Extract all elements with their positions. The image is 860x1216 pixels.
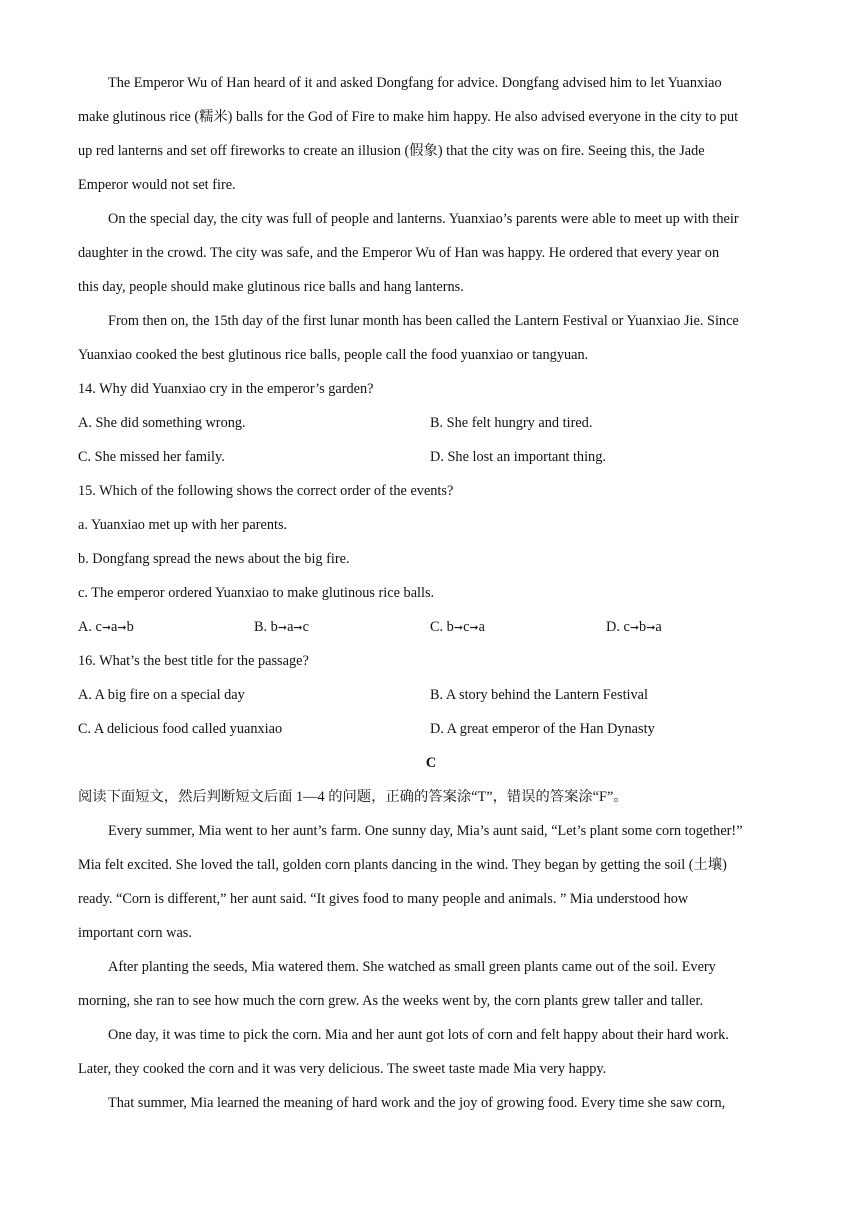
text-line: One day, it was time to pick the corn. Mia and her aunt got lots of corn and felt happy about their hard work. <box>108 1027 729 1043</box>
arrow-icon: ➞ <box>469 621 479 634</box>
option-d: D. A great emperor of the Han Dynasty <box>430 721 655 737</box>
arrow-icon: ➞ <box>293 621 303 634</box>
option-c: C. She missed her family. <box>78 449 225 465</box>
text-line: up red lanterns and set off fireworks to create an illusion (假象) that the city was on fire. Seeing this, the Jade <box>78 143 705 159</box>
option-b: B. A story behind the Lantern Festival <box>430 687 648 703</box>
option-start: D. c <box>606 619 630 635</box>
option-end: a <box>655 619 662 635</box>
arrow-icon: ➞ <box>277 621 288 634</box>
event-item: b. Dongfang spread the news about the big fire. <box>78 551 350 567</box>
option-a: A. She did something wrong. <box>78 415 246 431</box>
arrow-icon: ➞ <box>646 621 656 634</box>
text-line: daughter in the crowd. The city was safe, and the Emperor Wu of Han was happy. He ordered that every year on <box>78 245 720 261</box>
question-14-options-row1 <box>78 406 784 440</box>
text-line: On the special day, the city was full of people and lanterns. Yuanxiao’s parents were able to meet up with their <box>108 211 739 227</box>
text-line: ready. “Corn is different,” her aunt said. “It gives food to many people and animals. ” Mia understood how <box>78 891 689 907</box>
question-15-options <box>78 610 784 644</box>
option-a: A. A big fire on a special day <box>78 687 245 703</box>
arrow-icon: ➞ <box>101 621 112 634</box>
question-14-stem: 14. Why did Yuanxiao cry in the emperor’s garden? <box>78 381 374 397</box>
option-start: C. b <box>430 619 454 635</box>
text-line: That summer, Mia learned the meaning of hard work and the joy of growing food. Every time she saw corn, <box>108 1095 726 1111</box>
text-line: After planting the seeds, Mia watered them. She watched as small green plants came out of the soil. Every <box>108 959 716 975</box>
arrow-icon: ➞ <box>629 621 640 634</box>
text-line: Later, they cooked the corn and it was very delicious. The sweet taste made Mia very happy. <box>78 1061 607 1077</box>
text-line: Every summer, Mia went to her aunt’s farm. One sunny day, Mia’s aunt said, “Let’s plant some corn together!” <box>108 823 743 839</box>
option-d: D. She lost an important thing. <box>430 449 606 465</box>
arrow-icon: ➞ <box>117 621 127 634</box>
event-item: a. Yuanxiao met up with her parents. <box>78 517 288 533</box>
event-item: c. The emperor ordered Yuanxiao to make glutinous rice balls. <box>78 585 435 601</box>
option-end: a <box>478 619 485 635</box>
section-heading: C <box>425 755 437 771</box>
option-b <box>254 610 430 644</box>
question-16-stem: 16. What’s the best title for the passage? <box>78 653 309 669</box>
option-c <box>430 610 606 644</box>
option-end: b <box>126 619 134 635</box>
text-line: Yuanxiao cooked the best glutinous rice balls, people call the food yuanxiao or tangyuan. <box>78 347 589 363</box>
option-b: B. She felt hungry and tired. <box>430 415 593 431</box>
option-start: A. c <box>78 619 102 635</box>
option-mid: b <box>639 619 647 635</box>
text-line: morning, she ran to see how much the corn grew. As the weeks went by, the corn plants grew taller and taller. <box>78 993 704 1009</box>
option-end: c <box>302 619 309 635</box>
document-page <box>78 66 784 1120</box>
option-mid: a <box>111 619 118 635</box>
question-16-options-row1 <box>78 678 784 712</box>
option-start: B. b <box>254 619 278 635</box>
option-c: C. A delicious food called yuanxiao <box>78 721 283 737</box>
option-mid: c <box>463 619 470 635</box>
arrow-icon: ➞ <box>453 621 464 634</box>
question-15-stem: 15. Which of the following shows the correct order of the events? <box>78 483 454 499</box>
text-line: From then on, the 15th day of the first lunar month has been called the Lantern Festival or Yuanxiao Jie. Since <box>108 313 739 329</box>
text-line: important corn was. <box>78 925 192 941</box>
question-14-options-row2 <box>78 440 784 474</box>
text-line: this day, people should make glutinous rice balls and hang lanterns. <box>78 279 464 295</box>
option-d <box>606 610 782 644</box>
question-16-options-row2 <box>78 712 784 746</box>
text-line: The Emperor Wu of Han heard of it and asked Dongfang for advice. Dongfang advised him to let Yuanxiao <box>108 75 722 91</box>
text-line: Mia felt excited. She loved the tall, golden corn plants dancing in the wind. They began by getting the soil (土壤) <box>78 857 727 873</box>
option-a <box>78 610 254 644</box>
text-line: Emperor would not set fire. <box>78 177 236 193</box>
section-instruction: 阅读下面短文，然后判断短文后面 1—4 的问题，正确的答案涂“T”，错误的答案涂“F”。 <box>78 789 628 805</box>
text-line: make glutinous rice (糯米) balls for the God of Fire to make him happy. He also advised everyone in the city to put <box>78 109 739 125</box>
option-mid: a <box>287 619 294 635</box>
